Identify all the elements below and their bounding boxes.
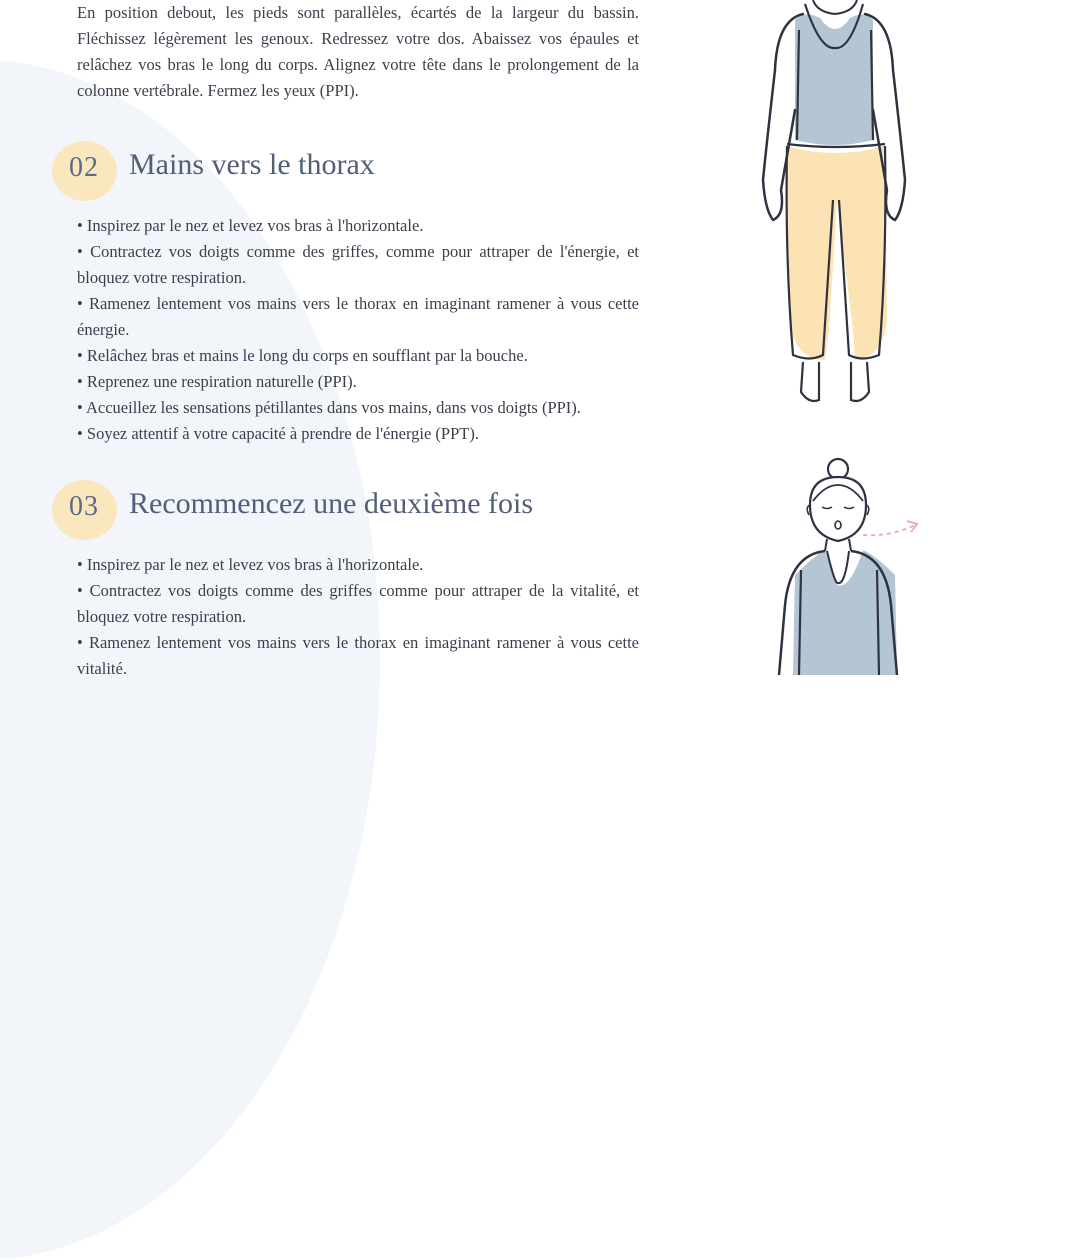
section-number: 02 bbox=[69, 152, 99, 183]
standing-woman-illustration bbox=[755, 0, 915, 410]
list-item: • Accueillez les sensations pétillantes dans vos mains, dans vos doigts (PPI). bbox=[77, 398, 581, 417]
instruction-list bbox=[77, 213, 639, 447]
list-item: • Contractez vos doigts comme des griffes, comme pour attraper de l'énergie, et bloquez votre respiration. bbox=[77, 242, 639, 287]
list-item: • Ramenez lentement vos mains vers le thorax en imaginant ramener à vous cette vitalité. bbox=[77, 633, 639, 678]
list-item: • Soyez attentif à votre capacité à prendre de l'énergie (PPT). bbox=[77, 424, 479, 443]
intro-paragraph: En position debout, les pieds sont parallèles, écartés de la largeur du bassin. Fléchissez légèrement les genoux. Redressez votre dos. Abaissez vos épaules et relâchez vos bras le long du corps. Alignez votre tête dans le prolongement de la colonne vertébrale. Fermez les yeux (PPI). bbox=[77, 3, 639, 100]
exhaling-woman-illustration bbox=[765, 455, 935, 675]
list-item: • Ramenez lentement vos mains vers le thorax en imaginant ramener à vous cette énergie. bbox=[77, 294, 639, 339]
list-item: • Relâchez bras et mains le long du corps en soufflant par la bouche. bbox=[77, 346, 528, 365]
section-title: Recommencez une deuxième fois bbox=[129, 487, 534, 520]
section-number: 03 bbox=[69, 491, 99, 522]
list-item: • Inspirez par le nez et levez vos bras à l'horizontale. bbox=[77, 555, 424, 574]
list-item: • Inspirez par le nez et levez vos bras à l'horizontale. bbox=[77, 216, 424, 235]
instruction-list bbox=[77, 552, 639, 682]
list-item: • Contractez vos doigts comme des griffes comme pour attraper de la vitalité, et bloquez votre respiration. bbox=[77, 581, 639, 626]
list-item: • Reprenez une respiration naturelle (PPI). bbox=[77, 372, 357, 391]
section-title: Mains vers le thorax bbox=[129, 148, 375, 181]
